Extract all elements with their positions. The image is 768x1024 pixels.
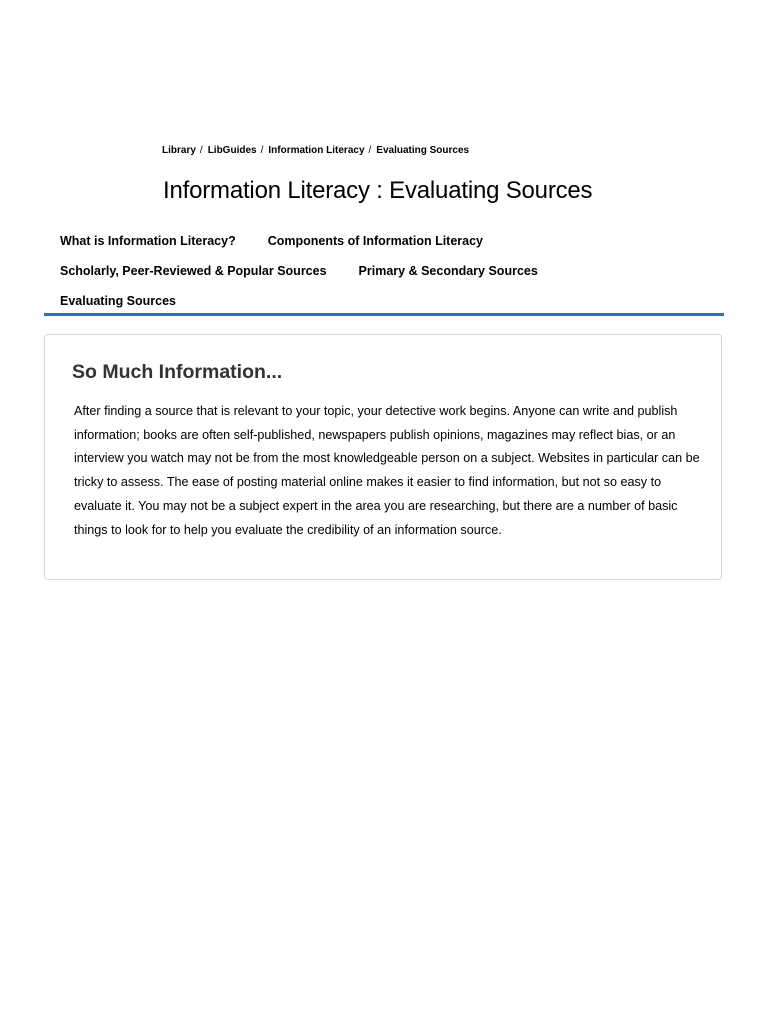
tab-evaluating-sources[interactable]: Evaluating Sources [60,294,177,308]
breadcrumb-separator: / [260,145,264,156]
box-heading: So Much Information... [72,361,283,383]
tab-primary-secondary-sources[interactable]: Primary & Secondary Sources [358,264,538,278]
breadcrumb-separator: / [199,145,203,156]
breadcrumb-item-library[interactable]: Library [162,145,196,156]
guide-nav-row [60,264,538,278]
breadcrumb-item-libguides[interactable]: LibGuides [207,145,257,156]
breadcrumb-separator: / [368,145,372,156]
guide-nav-row [60,234,483,248]
page-title: Information Literacy : Evaluating Sources [163,177,593,204]
box-body-text: After finding a source that is relevant to your topic, your detective work begins. Anyone can write and publish information; books are often self-published, newspapers publish opinions, magazines may reflect bias, or an interview you watch may not be from the most knowledgeable person on a subject. Websites in particular can be tricky to assess. The ease of posting material online makes it easier to find information, but not so easy to evaluate it. You may not be a subject expert in the area you are researching, but there are a number of basic things to look for to help you evaluate the credibility of an information source. [74,404,700,537]
content-box [44,334,722,580]
tab-what-is-information-literacy[interactable]: What is Information Literacy? [60,234,236,248]
tab-scholarly-peer-reviewed-popular-sources[interactable]: Scholarly, Peer-Reviewed & Popular Sources [60,264,327,278]
breadcrumb-item-current: Evaluating Sources [376,145,470,156]
nav-underline [44,313,724,316]
breadcrumb [162,145,469,156]
guide-nav-row [60,294,176,308]
breadcrumb-item-information-literacy[interactable]: Information Literacy [268,145,365,156]
tab-components-of-information-literacy[interactable]: Components of Information Literacy [267,234,484,248]
